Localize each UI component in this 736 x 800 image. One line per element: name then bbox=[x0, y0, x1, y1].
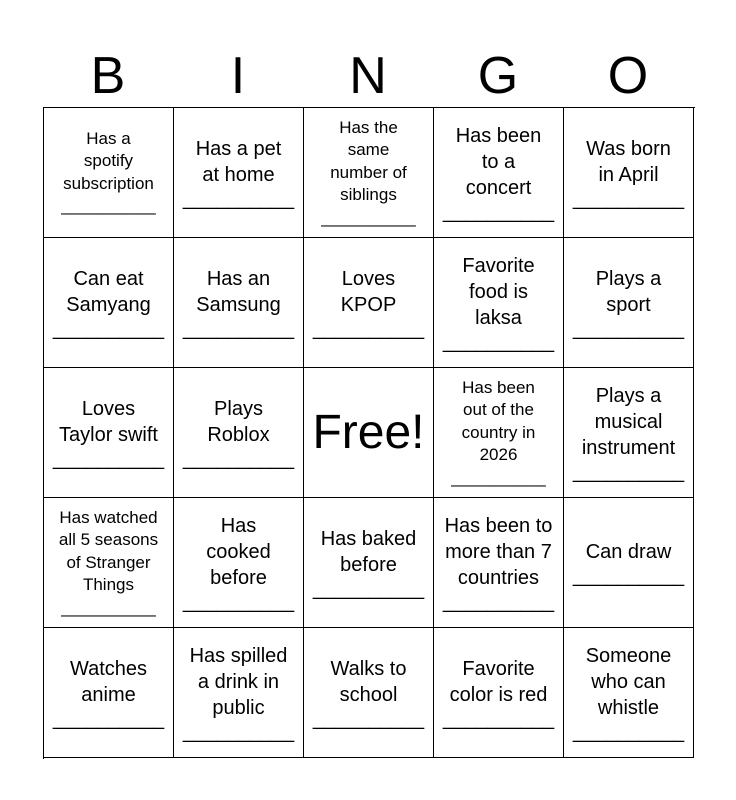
free-space-label: Free! bbox=[312, 406, 425, 459]
bingo-cell[interactable] bbox=[174, 368, 304, 498]
name-blank-line: __________ bbox=[312, 577, 425, 600]
name-blank-line: __________ bbox=[182, 187, 295, 210]
name-blank-line: __________ bbox=[182, 720, 295, 743]
bingo-cell[interactable] bbox=[564, 368, 694, 498]
name-blank-line: __________ bbox=[61, 196, 156, 216]
name-blank-line: __________ bbox=[572, 720, 685, 743]
bingo-cell[interactable] bbox=[564, 238, 694, 368]
cell-prompt: Has a spotify subscription bbox=[63, 128, 154, 193]
cell-prompt: Someone who can whistle bbox=[585, 644, 672, 719]
bingo-cell[interactable] bbox=[174, 628, 304, 758]
bingo-cell[interactable] bbox=[564, 628, 694, 758]
cell-prompt: Loves KPOP bbox=[340, 267, 397, 316]
bingo-cell[interactable] bbox=[304, 628, 434, 758]
bingo-cell[interactable] bbox=[44, 628, 174, 758]
cell-prompt: Loves Taylor swift bbox=[59, 397, 158, 446]
name-blank-line: __________ bbox=[572, 187, 685, 210]
cell-prompt: Watches anime bbox=[69, 657, 148, 706]
cell-prompt: Has the same number of siblings bbox=[330, 117, 407, 204]
cell-prompt: Has cooked before bbox=[206, 514, 271, 589]
bingo-cell[interactable] bbox=[434, 628, 564, 758]
cell-prompt: Plays a musical instrument bbox=[581, 384, 676, 459]
header-letter-g: G bbox=[477, 47, 519, 105]
bingo-cell[interactable] bbox=[434, 368, 564, 498]
bingo-cell[interactable] bbox=[174, 498, 304, 628]
name-blank-line: __________ bbox=[182, 590, 295, 613]
cell-prompt: Can eat Samyang bbox=[66, 267, 151, 316]
name-blank-line: __________ bbox=[52, 447, 165, 470]
cell-prompt: Can draw bbox=[585, 540, 672, 563]
cell-prompt: Was born in April bbox=[586, 137, 671, 186]
name-blank-line: __________ bbox=[451, 467, 546, 487]
bingo-cell[interactable] bbox=[434, 238, 564, 368]
cell-prompt: Walks to school bbox=[330, 657, 407, 706]
cell-prompt: Has baked before bbox=[320, 527, 417, 576]
header-letter-n: N bbox=[349, 47, 387, 105]
cell-prompt: Plays a sport bbox=[595, 267, 662, 316]
bingo-cell[interactable] bbox=[44, 238, 174, 368]
bingo-header bbox=[43, 46, 693, 106]
name-blank-line: __________ bbox=[312, 317, 425, 340]
name-blank-line: __________ bbox=[61, 597, 156, 617]
bingo-grid bbox=[43, 107, 695, 759]
bingo-cell[interactable] bbox=[434, 108, 564, 238]
name-blank-line: __________ bbox=[442, 707, 555, 730]
cell-prompt: Favorite food is laksa bbox=[462, 254, 535, 329]
name-blank-line: __________ bbox=[52, 317, 165, 340]
header-letter-o: O bbox=[607, 47, 649, 105]
name-blank-line: __________ bbox=[182, 317, 295, 340]
cell-prompt: Has been to a concert bbox=[455, 124, 542, 199]
cell-prompt: Plays Roblox bbox=[207, 397, 270, 446]
bingo-cell[interactable] bbox=[44, 108, 174, 238]
bingo-cell[interactable] bbox=[564, 108, 694, 238]
name-blank-line: __________ bbox=[442, 590, 555, 613]
bingo-cell[interactable] bbox=[304, 238, 434, 368]
name-blank-line: __________ bbox=[321, 207, 416, 227]
name-blank-line: __________ bbox=[442, 200, 555, 223]
name-blank-line: __________ bbox=[572, 317, 685, 340]
bingo-cell[interactable] bbox=[44, 498, 174, 628]
bingo-cell[interactable] bbox=[304, 498, 434, 628]
bingo-cell[interactable] bbox=[304, 108, 434, 238]
cell-prompt: Has watched all 5 seasons of Stranger Things bbox=[58, 507, 159, 594]
bingo-cell[interactable] bbox=[564, 498, 694, 628]
cell-prompt: Has an Samsung bbox=[196, 267, 281, 316]
bingo-cell[interactable] bbox=[174, 108, 304, 238]
name-blank-line: __________ bbox=[442, 330, 555, 353]
bingo-cell[interactable] bbox=[44, 368, 174, 498]
header-letter-i: I bbox=[230, 47, 246, 105]
name-blank-line: __________ bbox=[572, 460, 685, 483]
cell-prompt: Has been to more than 7 countries bbox=[444, 514, 553, 589]
cell-prompt: Favorite color is red bbox=[449, 657, 548, 706]
name-blank-line: __________ bbox=[572, 564, 685, 587]
name-blank-line: __________ bbox=[182, 447, 295, 470]
bingo-cell[interactable] bbox=[434, 498, 564, 628]
name-blank-line: __________ bbox=[52, 707, 165, 730]
cell-prompt: Has been out of the country in 2026 bbox=[461, 377, 536, 464]
bingo-cell[interactable] bbox=[174, 238, 304, 368]
bingo-cell[interactable] bbox=[304, 368, 434, 498]
name-blank-line: __________ bbox=[312, 707, 425, 730]
cell-prompt: Has spilled a drink in public bbox=[189, 644, 288, 719]
header-letter-b: B bbox=[90, 47, 126, 105]
cell-prompt: Has a pet at home bbox=[195, 137, 282, 186]
